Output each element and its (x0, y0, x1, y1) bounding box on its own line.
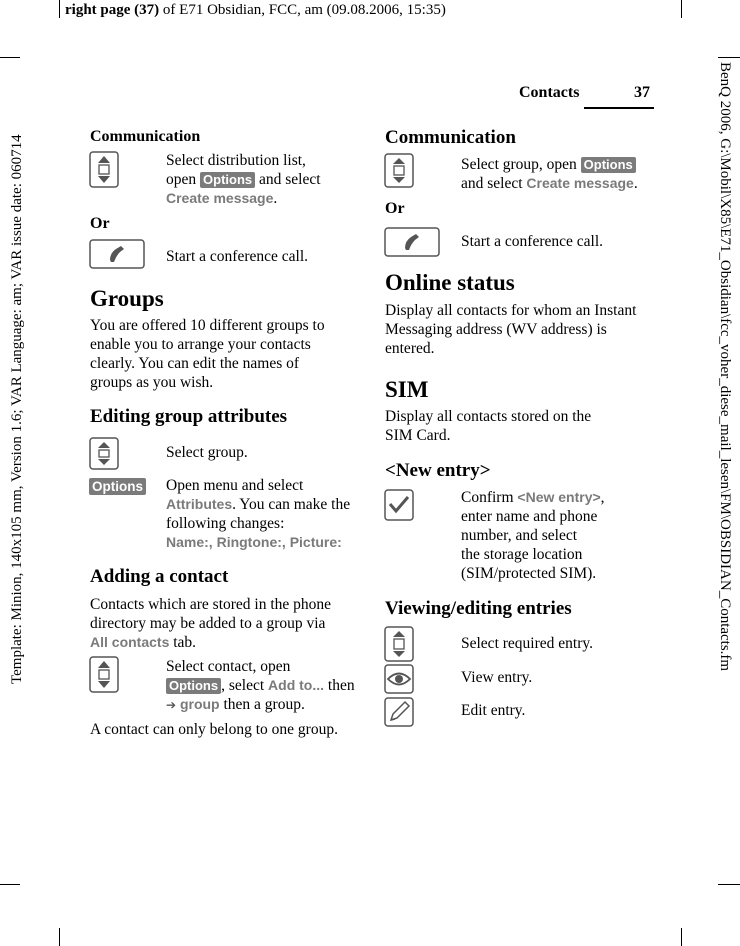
right-margin-file-path: BenQ 2006, G:\Mobil\X85\E71_Obsidian\fcc_voher_diese_mail_lesen\FM\OBSIDIAN_Contacts.fm (717, 62, 733, 672)
left-margin-template-info: Template: Minion, 140x105 mm, Version 1.6; VAR Language: am; VAR issue date: 060714 (9, 134, 25, 684)
editing-group-attributes-heading: Editing group attributes (90, 406, 288, 427)
crop-mark (0, 884, 20, 885)
navigation-key-icon (89, 437, 119, 470)
crop-mark (718, 884, 740, 885)
print-header: right page (37) of E71 Obsidian, FCC, am (09.08.2006, 15:35) (65, 2, 446, 18)
online-status-body: Display all contacts for whom an Instant Messaging address (WV address) is entered. (385, 302, 637, 357)
call-key-icon (384, 227, 440, 257)
navigation-key-icon (89, 656, 119, 693)
options-softkey: Options (200, 172, 255, 188)
arrow-icon: ➔ (166, 698, 177, 712)
online-status-heading: Online status (385, 270, 515, 295)
open-menu-text: Open menu and select Attributes. You can make the following changes: Name:, Ringtone:, Picture: (166, 477, 351, 550)
add-to-label: Add to... (268, 677, 325, 693)
adding-a-contact-heading: Adding a contact (90, 566, 229, 587)
left-or-label: Or (90, 215, 110, 232)
crop-mark (0, 57, 20, 58)
navigation-key-icon (384, 153, 414, 188)
group-label: group (179, 696, 220, 712)
edit-entry-text: Edit entry. (461, 702, 526, 719)
new-entry-heading: <New entry> (385, 460, 491, 481)
new-entry-label: <New entry> (517, 489, 601, 505)
options-softkey: Options (89, 478, 146, 495)
right-or-label: Or (385, 200, 405, 217)
groups-body: You are offered 10 different groups to enable you to arrange your contacts clearly. You can edit the names of groups as you wish. (90, 317, 325, 391)
select-group-text: Select group. (166, 444, 248, 461)
name-field-label: Name: (166, 534, 209, 550)
running-head-section: Contacts (519, 84, 580, 101)
options-softkey: Options (166, 678, 221, 694)
one-group-note: A contact can only belong to one group. (90, 721, 338, 738)
adding-contact-body: Contacts which are stored in the phone directory may be added to a group via All contacts tab. (90, 596, 332, 651)
crop-mark (681, 928, 682, 946)
page-number: 37 (634, 84, 650, 101)
create-message-label: Create message (526, 175, 634, 191)
left-communication-heading: Communication (90, 128, 201, 145)
select-required-entry: Select required entry. (461, 635, 593, 652)
running-head (519, 84, 579, 102)
viewing-editing-heading: Viewing/editing entries (385, 598, 572, 619)
confirm-new-entry-text: Confirm <New entry>, enter name and phone number, and select the storage location (SIM/protected SIM). (461, 489, 605, 582)
ringtone-field-label: Ringtone: (216, 534, 282, 550)
attributes-label: Attributes (166, 496, 233, 512)
eye-view-icon (384, 664, 414, 694)
right-communication-heading: Communication (385, 127, 516, 148)
picture-field-label: Picture: (289, 534, 342, 550)
pencil-edit-icon (384, 697, 414, 727)
call-key-icon (89, 239, 145, 269)
navigation-key-icon (89, 151, 119, 188)
running-head-rule (584, 107, 654, 109)
crop-mark (681, 0, 682, 18)
crop-mark (718, 57, 740, 58)
sim-heading: SIM (385, 377, 429, 402)
navigation-key-icon (384, 626, 414, 662)
options-softkey: Options (581, 157, 636, 173)
crop-mark (59, 928, 60, 946)
left-conference-call: Start a conference call. (166, 248, 308, 265)
left-comm-step-1: Select distribution list, open Options and select Create message. (166, 152, 321, 207)
all-contacts-tab-label: All contacts (90, 634, 170, 650)
select-contact-text: Select contact, open Options , select Add to... then ➔ group then a group. (166, 658, 355, 713)
view-entry-text: View entry. (461, 669, 533, 686)
right-comm-step-1: Select group, open Options and select Create message. (461, 156, 638, 192)
sim-body: Display all contacts stored on the SIM Card. (385, 408, 592, 444)
right-conference-call: Start a conference call. (461, 233, 603, 250)
crop-mark (59, 0, 60, 18)
create-message-label: Create message (166, 190, 274, 206)
groups-heading: Groups (90, 286, 164, 311)
checkmark-icon (384, 489, 414, 521)
